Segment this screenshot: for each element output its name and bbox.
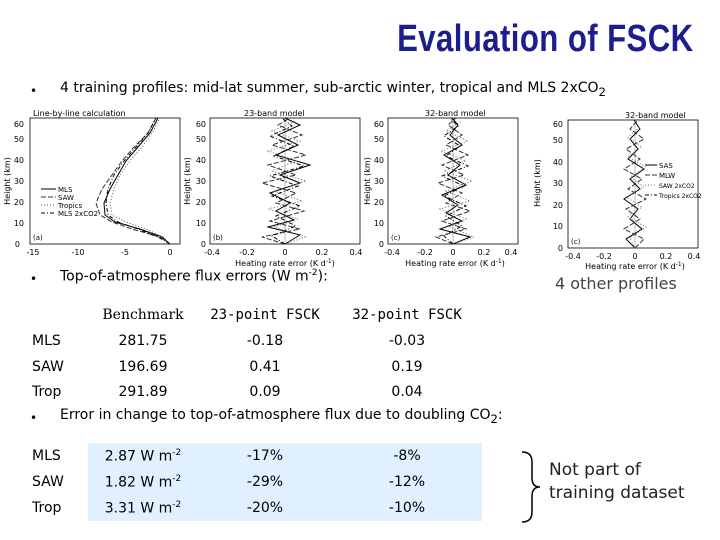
table-header-row <box>32 302 482 328</box>
bullet-toa-flux-errors <box>60 268 328 285</box>
table-header: 23-point FSCK <box>210 307 320 323</box>
y-tick: 20 <box>195 198 206 207</box>
slide-title: Evaluation of FSCK <box>397 18 694 60</box>
y-tick: 20 <box>13 198 24 207</box>
x-tick: 0 <box>167 248 173 257</box>
table-cell: 2.87 W $m^{-2}$ <box>88 443 198 469</box>
table-cell: -12% <box>332 469 482 495</box>
y-tick: 30 <box>13 177 24 186</box>
x-axis-label: Heating rate error (K $d^{-1}$) <box>585 261 685 271</box>
y-tick: 30 <box>552 179 563 188</box>
x-tick: 0.2 <box>477 248 491 257</box>
x-tick: 0.4 <box>504 248 518 257</box>
row-label: Trop <box>32 500 62 516</box>
table-row <box>32 380 482 404</box>
y-tick: 40 <box>13 156 24 165</box>
x-tick: -0.2 <box>417 248 433 257</box>
bullet-text-tail: ): <box>317 268 328 285</box>
table-header: Benchmark <box>102 307 184 323</box>
y-tick: 30 <box>373 177 384 186</box>
note-line: training dataset <box>549 483 685 503</box>
co2-doubling-table <box>32 443 482 521</box>
table-cell: 3.31 W $m^{-2}$ <box>88 495 198 521</box>
subscript: 2 <box>598 84 606 99</box>
table-cell: 0.19 <box>391 359 423 375</box>
table-row <box>32 469 482 495</box>
y-axis-label: Height (km) <box>363 157 372 205</box>
bullet-training-profiles <box>60 80 606 99</box>
table-cell: 0.04 <box>391 384 423 400</box>
x-tick: 0.2 <box>315 248 329 257</box>
table-cell: -29% <box>198 469 332 495</box>
legend-entry: SAW <box>58 194 74 202</box>
x-tick: 0 <box>450 248 456 257</box>
row-label: MLS <box>32 333 61 349</box>
y-tick: 50 <box>552 136 563 145</box>
bullet-co2-doubling <box>60 407 503 426</box>
panel-label: (a) <box>33 234 43 242</box>
y-tick: 10 <box>195 219 206 228</box>
x-tick: -0.2 <box>239 248 255 257</box>
bullet-text: Top-of-atmosphere flux errors (W m <box>60 268 309 285</box>
row-label: SAW <box>32 474 64 490</box>
y-tick: 30 <box>195 177 206 186</box>
note-line: Not part of <box>549 460 641 480</box>
y-tick: 20 <box>373 198 384 207</box>
y-tick: 0 <box>557 244 563 253</box>
legend-entry: SAW 2xCO2 <box>659 183 695 190</box>
table-cell: 1.82 W $m^{-2}$ <box>88 469 198 495</box>
plot-title: Line-by-line calculation <box>33 109 126 118</box>
legend-entry: MLW <box>659 172 676 180</box>
x-tick: 0.2 <box>659 252 673 261</box>
table-cell: 291.89 <box>118 384 168 400</box>
y-tick: 10 <box>373 219 384 228</box>
plot-line-by-line <box>3 109 180 257</box>
bullet-marker: • <box>30 84 38 98</box>
y-tick: 0 <box>14 240 20 249</box>
legend-entry: Tropics <box>58 202 83 210</box>
plot-legend <box>645 162 702 200</box>
plot-32-band <box>363 109 518 268</box>
table-cell: -17% <box>198 443 332 469</box>
x-tick: -0.2 <box>596 252 612 261</box>
table-cell: -10% <box>332 495 482 521</box>
plot-legend <box>41 186 98 218</box>
legend-entry: MLS <box>58 186 73 194</box>
y-tick: 60 <box>373 120 384 129</box>
table-row <box>32 328 482 354</box>
y-tick: 60 <box>552 120 563 129</box>
y-tick: 0 <box>378 240 384 249</box>
y-tick: 40 <box>552 158 563 167</box>
y-tick: 10 <box>552 222 563 231</box>
y-axis-label: Height (km) <box>183 157 192 205</box>
x-tick: -5 <box>121 248 129 257</box>
x-tick: -0.4 <box>384 248 400 257</box>
subscript: 2 <box>490 411 498 426</box>
panel-label: (c) <box>391 234 401 242</box>
toa-flux-error-table <box>32 302 482 404</box>
table-cell: 0.09 <box>249 384 281 400</box>
y-tick: 20 <box>552 201 563 210</box>
y-tick: 50 <box>195 135 206 144</box>
plot-32-band-other-profiles <box>533 111 702 271</box>
x-tick: 0.4 <box>687 252 701 261</box>
right-brace <box>518 450 544 524</box>
y-tick: 0 <box>200 240 206 249</box>
panel-label: (c) <box>571 238 581 246</box>
row-label: MLS <box>32 448 61 464</box>
table-cell: -20% <box>198 495 332 521</box>
table-row <box>32 495 482 521</box>
bullet-marker: • <box>30 411 38 425</box>
not-training-note <box>549 459 685 505</box>
y-tick: 40 <box>373 156 384 165</box>
plot-title: 23-band model <box>244 109 305 118</box>
table-cell: -0.03 <box>388 333 426 349</box>
table-cell: 196.69 <box>118 359 168 375</box>
y-tick: 40 <box>195 156 206 165</box>
bullet-text: Error in change to top-of-atmosphere flux due to doubling CO <box>60 407 491 423</box>
table-cell: -0.18 <box>246 333 284 349</box>
bullet-marker: • <box>30 272 38 286</box>
other-profiles-label: 4 other profiles <box>555 274 677 293</box>
y-tick: 50 <box>373 135 384 144</box>
legend-entry: Tropics 2xCO2 <box>659 193 702 200</box>
y-tick: 50 <box>13 135 24 144</box>
table-cell: 0.41 <box>249 359 281 375</box>
plot-title: 32-band model <box>625 111 686 120</box>
bullet-text: 4 training profiles: mid-lat summer, sub-arctic winter, tropical and MLS 2xCO <box>60 80 599 96</box>
x-tick: -0.4 <box>565 252 581 261</box>
table-cell: 281.75 <box>118 333 168 349</box>
y-tick: 60 <box>13 120 24 129</box>
x-tick: 0 <box>632 252 638 261</box>
x-tick: -0.4 <box>204 248 220 257</box>
plot-title: 32-band model <box>425 109 486 118</box>
x-tick: 0 <box>282 248 288 257</box>
y-tick: 60 <box>195 120 206 129</box>
superscript: -2 <box>308 268 318 278</box>
table-header: 32-point FSCK <box>352 307 462 323</box>
table-row <box>32 354 482 380</box>
x-axis-label: Heating rate error (K $d^{-1}$) <box>405 258 505 268</box>
x-axis-label: Heating rate error (K $d^{-1}$) <box>235 258 335 268</box>
y-axis-label: Height (km) <box>533 159 542 207</box>
panel-label: (b) <box>213 234 223 242</box>
x-tick: 0.4 <box>349 248 363 257</box>
x-tick: -15 <box>26 248 40 257</box>
heating-rate-plots <box>0 105 720 275</box>
table-header <box>32 302 88 328</box>
row-label: Trop <box>32 384 62 400</box>
x-tick: -10 <box>71 248 85 257</box>
row-label: SAW <box>32 359 64 375</box>
plot-23-band <box>183 109 362 268</box>
legend-entry: SAS <box>659 162 673 170</box>
legend-entry: MLS 2xCO2 <box>58 210 99 218</box>
table-row <box>32 443 482 469</box>
bullet-text-tail: : <box>497 407 503 423</box>
table-cell: -8% <box>332 443 482 469</box>
y-axis-label: Height (km) <box>3 157 12 205</box>
y-tick: 10 <box>13 219 24 228</box>
